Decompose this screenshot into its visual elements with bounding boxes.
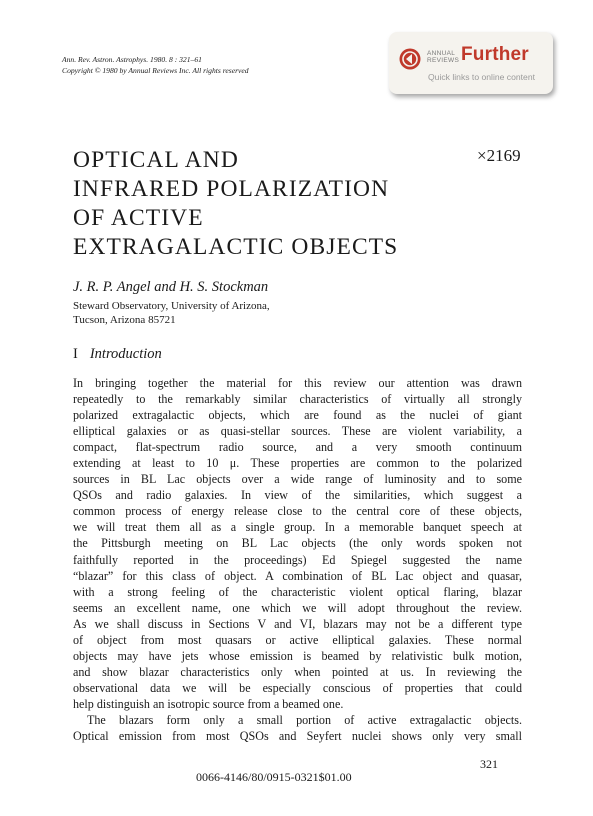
affiliation <box>73 299 270 327</box>
body-line: common process of energy release close to the central core of these objects, <box>73 504 522 519</box>
reference-number: ×2169 <box>477 146 521 165</box>
body-line: with a strong feeling of the characteristic violent optical flaring, blazar <box>73 584 522 599</box>
authors: J. R. P. Angel and H. S. Stockman <box>73 279 269 295</box>
body-line: Optical emission from most QSOs and Seyfert nuclei shows only very small <box>73 729 522 744</box>
body-line: extending at least to 10 μ. These properties are common to the polarized <box>73 456 522 471</box>
annual-label: ANNUAL <box>427 50 456 57</box>
further-tagline[interactable]: Quick links to online content <box>428 72 536 82</box>
body-line: help distinguish an isotropic source from a beamed one. <box>73 696 344 711</box>
body-line: we will treat them all as a single group. In a memorable banquet speech at <box>73 520 522 535</box>
body-text <box>73 375 522 744</box>
body-line: faithfully reported in the proceedings) Ed Spiegel suggested the name <box>73 552 522 567</box>
title-line: OF ACTIVE <box>73 205 204 231</box>
copyright-notice: Copyright © 1980 by Annual Reviews Inc. All rights reserved <box>62 66 249 75</box>
article-title <box>73 146 398 262</box>
body-line: The blazars form only a small portion of active extragalactic objects. <box>87 712 522 727</box>
body-line: In bringing together the material for this review our attention was drawn <box>73 376 522 390</box>
body-line: objects may have jets whose emission is beamed by relativistic bulk motion, <box>73 648 522 663</box>
title-line: OPTICAL AND <box>73 147 239 173</box>
further-arrow-icon <box>399 48 421 70</box>
section-heading <box>73 346 162 363</box>
further-badge[interactable] <box>389 32 553 94</box>
body-line: of object from most quasars or active elliptical galaxies. These normal <box>73 632 522 647</box>
body-line: compact, flat-spectrum radio source, and a very smooth continuum <box>73 440 522 455</box>
body-line: and show blazar characteristics only when pointed at us. In reviewing the <box>73 664 522 679</box>
body-line: the Pittsburgh meeting on BL Lac objects (the only words spoken not <box>73 536 522 551</box>
annual-reviews-wordmark <box>427 50 459 64</box>
body-line: polarized extragalactic objects, which are found as the nuclei of giant <box>73 408 522 423</box>
page-number: 321 <box>480 757 498 771</box>
journal-citation: Ann. Rev. Astron. Astrophys. 1980. 8 : 321–61 <box>62 55 202 64</box>
body-line: sources in BL Lac objects over a wide range of luminosity and to some <box>73 472 522 487</box>
body-line: QSOs and radio galaxies. In view of the similarities, which suggest a <box>73 488 522 503</box>
journal-header <box>62 54 249 76</box>
body-line: As we shall discuss in Sections V and VI, blazars may not be a different type <box>73 616 522 631</box>
section-title: Introduction <box>89 346 162 362</box>
body-line: observational data we will be especially conscious of properties that could <box>73 680 522 695</box>
title-line: EXTRAGALACTIC OBJECTS <box>73 234 399 260</box>
section-number: I <box>73 346 78 362</box>
footer-code: 0066-4146/80/0915-0321$01.00 <box>196 770 352 784</box>
affiliation-line: Steward Observatory, University of Arizona, <box>73 300 270 312</box>
body-line: “blazar” for this class of object. A combination of BL Lac object and quasar, <box>73 568 522 583</box>
reviews-label: REVIEWS <box>427 57 460 64</box>
body-line: elliptical galaxies or as quasi-stellar sources. These are violent variability, a <box>73 424 522 439</box>
title-line: INFRARED POLARIZATION <box>73 176 390 202</box>
affiliation-line: Tucson, Arizona 85721 <box>73 314 176 326</box>
body-line: repeatedly to the remarkably similar characteristics of virtually all strongly <box>73 392 522 407</box>
body-line: seems an excellent name, one which we will adopt throughout the review. <box>73 600 522 615</box>
further-word: Further <box>461 44 529 65</box>
